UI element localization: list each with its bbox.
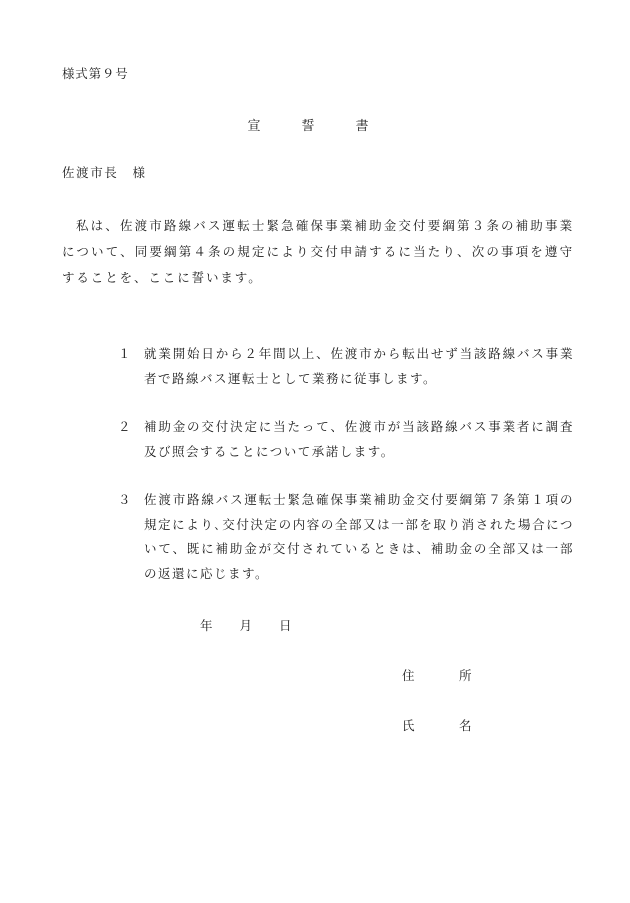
pledge-item-text: 佐渡市路線バス運転士緊急確保事業補助金交付要綱第７条第１項の規定により､交付決定の内容の全部又は一部を取り消された場合について、既に補助金が交付されているときは、補助金の全部又は一部の返還に応じます。	[144, 492, 574, 581]
pledge-item-text: 補助金の交付決定に当たって、佐渡市が当該路線バス事業者に調査及び照会することについて承諾します。	[144, 419, 574, 459]
pledge-paragraph: 私は、佐渡市路線バス運転士緊急確保事業補助金交付要綱第３条の補助事業について、同要綱第４条の規定により交付申請するに当たり、次の事項を遵守することを、ここに誓います。	[62, 218, 574, 285]
date-month-label: 月	[239, 618, 254, 633]
addressee: 佐渡市長 様	[62, 165, 147, 180]
pledge-items-list	[118, 342, 574, 610]
name-label: 氏 名	[402, 718, 488, 733]
pledge-item	[118, 415, 574, 464]
document-title: 宣 誓 書	[247, 119, 383, 134]
pledge-item	[118, 488, 574, 586]
address-label: 住 所	[402, 668, 488, 683]
date-year-label: 年	[200, 618, 214, 633]
pledge-item-number: １	[118, 346, 133, 361]
form-number: 様式第９号	[62, 66, 129, 81]
pledge-item-number: ２	[118, 419, 133, 434]
date-line	[200, 620, 293, 633]
pledge-item-number: ３	[118, 492, 133, 507]
pledge-item-text: 就業開始日から２年間以上、佐渡市から転出せず当該路線バス事業者で路線バス運転士として業務に従事します。	[144, 346, 574, 386]
date-day-label: 日	[279, 618, 293, 633]
pledge-item	[118, 342, 574, 391]
